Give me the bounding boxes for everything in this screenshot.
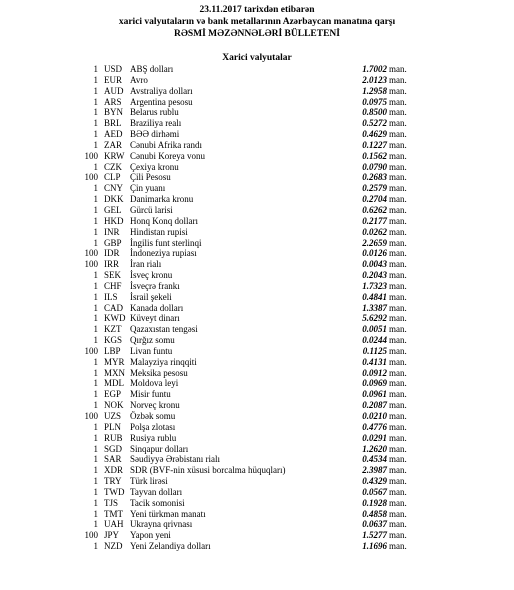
exchange-rate: 1.3387 [362, 302, 387, 313]
rate-unit: man. [389, 172, 407, 183]
currency-code: GEL [104, 204, 122, 215]
currency-name: Ukrayna qrivnası [130, 519, 193, 530]
table-row [0, 281, 514, 292]
currency-name: Argentina pesosu [130, 96, 193, 107]
rate-unit: man. [389, 389, 407, 400]
rate-unit: man. [389, 443, 407, 454]
currency-name: Türk lirəsi [130, 476, 168, 487]
currency-name: Misir funtu [130, 389, 171, 400]
currency-code: CLP [104, 172, 121, 183]
currency-name: Çin yuanı [130, 183, 166, 194]
currency-code: ZAR [104, 139, 122, 150]
table-row [0, 227, 514, 238]
exchange-rate: 1.7323 [362, 280, 387, 291]
rate-unit: man. [389, 74, 407, 85]
rate-nominal: 100 [84, 345, 98, 356]
currency-code: SGD [104, 443, 123, 454]
exchange-rate: 0.8500 [362, 107, 387, 118]
exchange-rate: 0.4131 [362, 356, 387, 367]
exchange-rate: 0.6262 [362, 204, 387, 215]
rate-nominal: 1 [93, 378, 98, 389]
table-row [0, 140, 514, 151]
currency-code: SAR [104, 454, 122, 465]
rate-unit: man. [389, 302, 407, 313]
currency-code: TRY [104, 476, 122, 487]
currency-code: RUB [104, 432, 123, 443]
currency-code: CNY [104, 183, 124, 194]
rate-unit: man. [389, 530, 407, 541]
exchange-rate: 0.0244 [362, 335, 387, 346]
currency-name: Avro [130, 74, 148, 85]
currency-code: EUR [104, 74, 122, 85]
rate-nominal: 1 [93, 74, 98, 85]
currency-name: Norveç kronu [130, 400, 180, 411]
table-row [0, 498, 514, 509]
exchange-rate: 0.2043 [362, 270, 387, 281]
table-row [0, 216, 514, 227]
exchange-rate: 0.0126 [362, 248, 387, 259]
exchange-rate: 1.2620 [362, 443, 387, 454]
bulletin-subtitle: xarici valyutaların və bank metallarının Azərbaycan manatına qarşı [118, 17, 396, 27]
currency-name: Tayvan dolları [130, 486, 183, 497]
rate-nominal: 1 [93, 443, 98, 454]
rate-nominal: 1 [93, 161, 98, 172]
table-row [0, 259, 514, 270]
exchange-rate: 1.7002 [362, 64, 387, 74]
currency-code: TWD [104, 486, 125, 497]
rate-nominal: 1 [93, 367, 98, 378]
rate-nominal: 1 [93, 389, 98, 400]
currency-name: Polşa zlotası [130, 421, 176, 432]
rate-unit: man. [389, 270, 407, 281]
exchange-rate: 2.0123 [362, 74, 387, 85]
table-row [0, 411, 514, 422]
table-row [0, 454, 514, 465]
rate-unit: man. [389, 519, 407, 530]
table-row [0, 476, 514, 487]
currency-name: Danimarka kronu [130, 194, 194, 205]
currency-name: Çili Pesosu [130, 172, 171, 183]
rate-nominal: 100 [84, 150, 98, 161]
currency-name: Özbək somu [130, 411, 176, 421]
rate-nominal: 1 [93, 237, 98, 248]
rate-unit: man. [389, 226, 407, 237]
currency-code: UAH [104, 519, 124, 530]
currency-code: SEK [104, 270, 122, 281]
table-row [0, 205, 514, 216]
currency-code: BRL [104, 118, 122, 129]
exchange-rate: 0.2087 [362, 400, 387, 411]
table-row [0, 313, 514, 324]
currency-name: BƏƏ dirhəmi [130, 129, 180, 140]
currency-code: MDL [104, 378, 124, 389]
rate-nominal: 1 [93, 421, 98, 432]
rate-unit: man. [389, 237, 407, 248]
exchange-rate: 0.1227 [362, 139, 387, 150]
currency-code: JPY [104, 530, 120, 541]
currency-code: TJS [104, 497, 119, 508]
rate-unit: man. [389, 476, 407, 487]
exchange-rate: 0.2683 [362, 172, 387, 183]
exchange-rate: 0.4776 [362, 421, 387, 432]
rate-nominal: 1 [93, 476, 98, 487]
rate-nominal: 100 [84, 172, 98, 183]
section-title: Xarici valyutalar [222, 53, 292, 63]
table-row [0, 118, 514, 129]
rate-nominal: 1 [93, 432, 98, 443]
table-row [0, 129, 514, 140]
exchange-rate: 1.5277 [362, 530, 387, 541]
rate-unit: man. [389, 204, 407, 215]
table-row [0, 357, 514, 368]
currency-code: EGP [104, 389, 122, 400]
currency-name: İsrail şekeli [130, 291, 172, 302]
exchange-rate: 5.6292 [362, 313, 387, 324]
rate-unit: man. [389, 96, 407, 107]
exchange-rate: 0.2579 [362, 183, 387, 194]
exchange-rate: 0.1928 [362, 497, 387, 508]
currency-name: SDR (BVF-nin xüsusi borcalma hüquqları) [130, 465, 286, 476]
rate-nominal: 1 [93, 454, 98, 465]
currency-code: DKK [104, 194, 124, 205]
currency-name: Çexiya kronu [130, 161, 179, 172]
currency-name: İngilis funt sterlinqi [130, 237, 202, 248]
currency-code: KWD [104, 313, 126, 324]
exchange-rate: 0.0912 [362, 367, 387, 378]
rate-nominal: 1 [93, 129, 98, 140]
table-row [0, 433, 514, 444]
rate-unit: man. [389, 150, 407, 161]
exchange-rate: 0.5272 [362, 118, 387, 129]
rate-nominal: 1 [93, 519, 98, 530]
currency-code: LBP [104, 345, 121, 356]
currency-code: PLN [104, 421, 122, 432]
currency-code: KZT [104, 324, 122, 335]
exchange-rate: 0.4629 [362, 129, 387, 140]
exchange-rate: 0.0210 [362, 411, 387, 421]
rate-nominal: 1 [93, 64, 98, 74]
rate-nominal: 100 [84, 259, 98, 270]
exchange-rate: 0.0567 [362, 486, 387, 497]
rate-unit: man. [389, 183, 407, 194]
currency-name: İran rialı [130, 259, 162, 270]
currency-code: TMT [104, 508, 123, 519]
exchange-rate: 0.0043 [362, 259, 387, 270]
rate-nominal: 1 [93, 508, 98, 519]
table-row [0, 86, 514, 97]
rate-unit: man. [389, 64, 407, 74]
rates-table [0, 64, 514, 552]
table-row [0, 389, 514, 400]
rate-nominal: 1 [93, 226, 98, 237]
rate-nominal: 1 [93, 107, 98, 118]
currency-name: Yeni Zelandiya dolları [130, 541, 211, 552]
exchange-rate: 0.0969 [362, 378, 387, 389]
currency-code: AED [104, 129, 123, 140]
table-row [0, 324, 514, 335]
table-row [0, 487, 514, 498]
rate-unit: man. [389, 248, 407, 259]
rate-nominal: 1 [93, 118, 98, 129]
table-row [0, 172, 514, 183]
rate-unit: man. [389, 129, 407, 140]
currency-name: Səudiyyə Ərəbistanı rialı [130, 454, 220, 465]
currency-code: MYR [104, 356, 125, 367]
rate-unit: man. [389, 161, 407, 172]
rate-unit: man. [389, 324, 407, 335]
currency-name: Cənubi Koreya vonu [130, 150, 205, 161]
exchange-rate: 0.4534 [362, 454, 387, 465]
exchange-rate: 1.1696 [362, 541, 387, 552]
table-row [0, 541, 514, 552]
rate-unit: man. [389, 259, 407, 270]
rate-nominal: 1 [93, 486, 98, 497]
rate-unit: man. [389, 421, 407, 432]
currency-code: NOK [104, 400, 124, 411]
currency-name: Honq Konq dolları [130, 215, 198, 226]
rate-unit: man. [389, 313, 407, 324]
exchange-rate: 0.2177 [362, 215, 387, 226]
rate-nominal: 1 [93, 324, 98, 335]
currency-name: Braziliya realı [130, 118, 182, 129]
currency-name: Livan funtu [130, 345, 173, 356]
currency-code: USD [104, 64, 123, 74]
table-row [0, 465, 514, 476]
exchange-rate: 0.1125 [362, 345, 387, 356]
currency-name: Qırğız somu [130, 335, 175, 346]
table-row [0, 64, 514, 75]
rate-unit: man. [389, 378, 407, 389]
currency-name: Belarus rublu [130, 107, 179, 118]
rate-nominal: 1 [93, 139, 98, 150]
exchange-rate: 0.0961 [362, 389, 387, 400]
currency-name: Küveyt dinarı [130, 313, 180, 324]
table-row [0, 422, 514, 433]
rate-unit: man. [389, 194, 407, 205]
rate-unit: man. [389, 411, 407, 421]
currency-code: INR [104, 226, 120, 237]
table-row [0, 378, 514, 389]
rate-nominal: 1 [93, 497, 98, 508]
rate-unit: man. [389, 454, 407, 465]
currency-code: MXN [104, 367, 126, 378]
currency-name: İsveçrə frankı [130, 280, 180, 291]
bulletin-title: RƏSMİ MƏZƏNNƏLƏRİ BÜLLETENİ [173, 29, 340, 39]
currency-code: GBP [104, 237, 122, 248]
exchange-rate: 2.3987 [362, 465, 387, 476]
rate-unit: man. [389, 85, 407, 96]
currency-code: IDR [104, 248, 120, 259]
table-row [0, 400, 514, 411]
exchange-rate: 1.2958 [362, 85, 387, 96]
rate-nominal: 1 [93, 541, 98, 552]
rate-nominal: 1 [93, 204, 98, 215]
rate-nominal: 1 [93, 313, 98, 324]
currency-code: KGS [104, 335, 123, 346]
rate-nominal: 1 [93, 291, 98, 302]
rate-nominal: 1 [93, 280, 98, 291]
currency-name: Yapon yeni [130, 530, 171, 541]
currency-name: Gürcü larisi [130, 204, 173, 215]
bulletin-header [0, 4, 514, 40]
rate-unit: man. [389, 280, 407, 291]
rate-nominal: 1 [93, 302, 98, 313]
currency-name: Sinqapur dolları [130, 443, 189, 454]
rate-nominal: 1 [93, 183, 98, 194]
rate-nominal: 1 [93, 400, 98, 411]
currency-name: Tacik somonisi [130, 497, 185, 508]
currency-name: İndoneziya rupiası [130, 248, 197, 259]
table-row [0, 162, 514, 173]
currency-code: BYN [104, 107, 124, 118]
currency-code: CAD [104, 302, 124, 313]
exchange-rate: 0.4329 [362, 476, 387, 487]
currency-code: CZK [104, 161, 122, 172]
currency-name: ABŞ dolları [130, 64, 174, 74]
rate-nominal: 100 [84, 530, 98, 541]
currency-code: UZS [104, 411, 122, 421]
currency-code: HKD [104, 215, 124, 226]
exchange-rate: 0.0262 [362, 226, 387, 237]
exchange-rate: 0.4841 [362, 291, 387, 302]
rate-nominal: 1 [93, 335, 98, 346]
rate-nominal: 100 [84, 411, 98, 421]
currency-name: Malayziya rinqqiti [130, 356, 197, 367]
table-row [0, 346, 514, 357]
table-row [0, 368, 514, 379]
exchange-rate: 0.4858 [362, 508, 387, 519]
currency-name: Yeni türkmən manatı [130, 508, 206, 519]
rate-unit: man. [389, 215, 407, 226]
table-row [0, 238, 514, 249]
exchange-rate: 0.1562 [362, 150, 387, 161]
table-row [0, 292, 514, 303]
rate-nominal: 1 [93, 96, 98, 107]
rate-unit: man. [389, 356, 407, 367]
rate-unit: man. [389, 139, 407, 150]
rate-unit: man. [389, 508, 407, 519]
rate-nominal: 1 [93, 215, 98, 226]
table-row [0, 303, 514, 314]
rate-unit: man. [389, 497, 407, 508]
table-row [0, 519, 514, 530]
table-row [0, 270, 514, 281]
currency-name: Rusiya rublu [130, 432, 177, 443]
currency-name: Kanada dolları [130, 302, 184, 313]
currency-name: Meksika pesosu [130, 367, 188, 378]
table-row [0, 194, 514, 205]
rate-nominal: 1 [93, 356, 98, 367]
currency-code: NZD [104, 541, 123, 552]
rate-unit: man. [389, 345, 407, 356]
currency-code: ILS [104, 291, 118, 302]
rate-unit: man. [389, 541, 407, 552]
rate-nominal: 1 [93, 194, 98, 205]
rate-unit: man. [389, 291, 407, 302]
rate-unit: man. [389, 107, 407, 118]
currency-code: AUD [104, 85, 124, 96]
rate-unit: man. [389, 465, 407, 476]
table-row [0, 97, 514, 108]
exchange-rate: 0.0790 [362, 161, 387, 172]
rate-nominal: 100 [84, 248, 98, 259]
table-row [0, 107, 514, 118]
exchange-rate: 0.0051 [362, 324, 387, 335]
exchange-rate: 0.2704 [362, 194, 387, 205]
currency-code: IRR [104, 259, 120, 270]
rate-unit: man. [389, 367, 407, 378]
currency-name: Moldova leyi [130, 378, 179, 389]
rate-unit: man. [389, 400, 407, 411]
table-row [0, 248, 514, 259]
table-row [0, 75, 514, 86]
exchange-rate: 0.0291 [362, 432, 387, 443]
rate-unit: man. [389, 118, 407, 129]
currency-code: CHF [104, 280, 122, 291]
currency-name: İsveç kronu [130, 270, 173, 281]
rate-nominal: 1 [93, 465, 98, 476]
date-line: 23.11.2017 tarixdən etibarən [199, 5, 315, 15]
currency-name: Hindistan rupisi [130, 226, 188, 237]
rate-nominal: 1 [93, 85, 98, 96]
exchange-rate: 2.2659 [362, 237, 387, 248]
currency-code: ARS [104, 96, 122, 107]
currency-code: XDR [104, 465, 124, 476]
rate-unit: man. [389, 335, 407, 346]
table-row [0, 151, 514, 162]
currency-name: Avstraliya dolları [130, 85, 193, 96]
table-row [0, 183, 514, 194]
rate-unit: man. [389, 486, 407, 497]
table-row [0, 444, 514, 455]
currency-name: Cənubi Afrika randı [130, 139, 202, 150]
rate-nominal: 1 [93, 270, 98, 281]
table-row [0, 509, 514, 520]
table-row [0, 530, 514, 541]
currency-code: KRW [104, 150, 125, 161]
rate-unit: man. [389, 432, 407, 443]
exchange-rate: 0.0975 [362, 96, 387, 107]
currency-name: Qazaxıstan tengəsi [130, 324, 198, 335]
exchange-rate: 0.0637 [362, 519, 387, 530]
table-row [0, 335, 514, 346]
